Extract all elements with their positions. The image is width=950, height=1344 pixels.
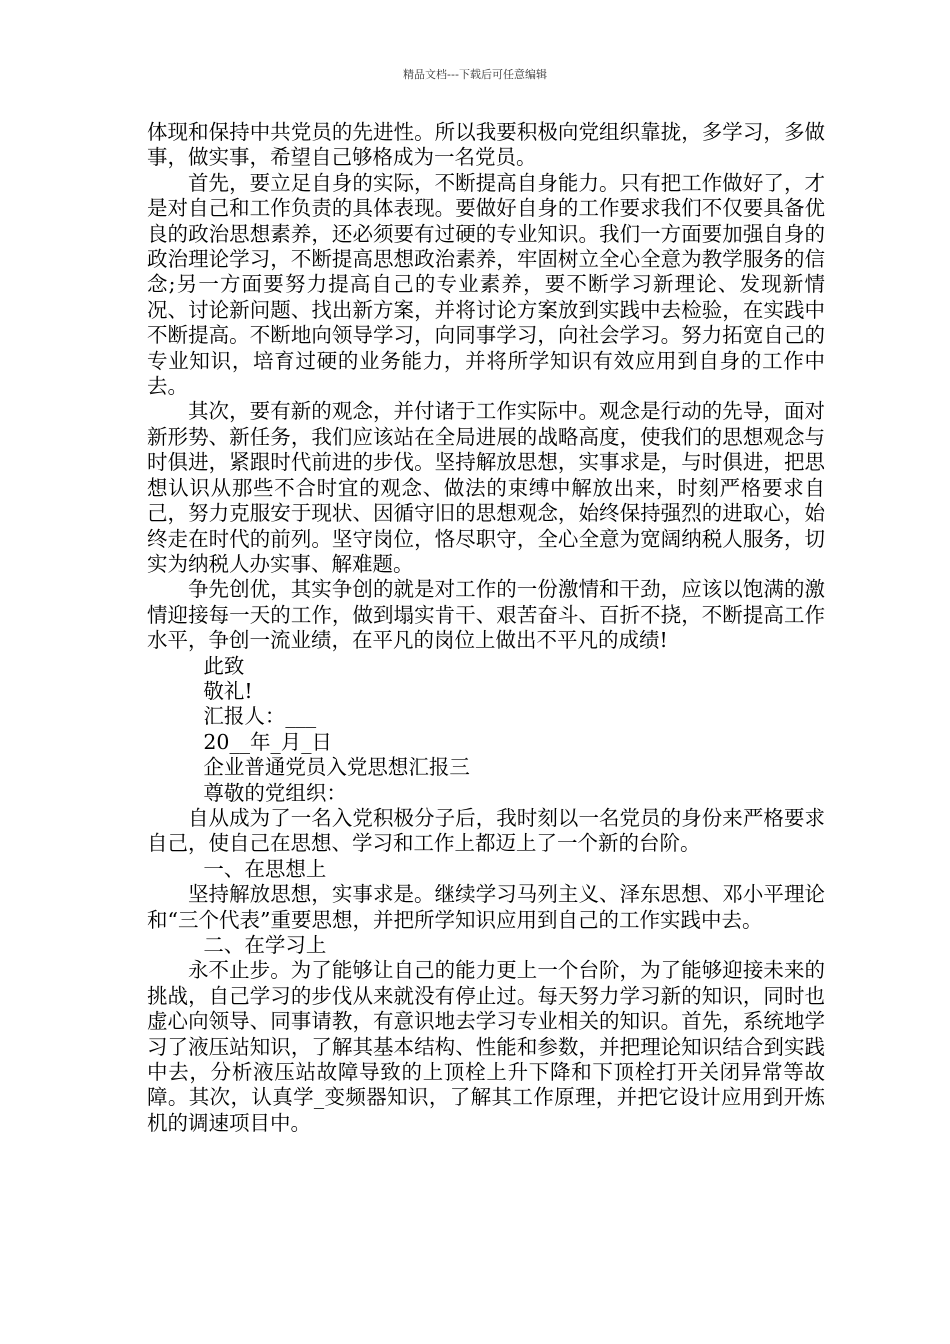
page-header: 精品文档---下载后可任意编辑 <box>403 68 547 81</box>
paragraph-strive-excellence: 争先创优，其实争创的就是对工作的一份激情和干劲，应该以饱满的激情迎接每一天的工作，做到塌实肯干、艰苦奋斗、百折不挠，不断提高工作水平，争创一流业绩，在平凡的岗位上做出不平凡的成绩! <box>147 577 825 653</box>
document-body <box>147 120 825 1136</box>
closing-respect: 敬礼! <box>203 678 253 703</box>
greeting: 尊敬的党组织： <box>203 780 347 805</box>
heading-study: 二、在学习上 <box>203 933 327 957</box>
reporter-line: 汇报人：___ <box>203 704 317 729</box>
paragraph-study: 永不止步。为了能够让自己的能力更上一个台阶，为了能够迎接未来的挑战，自己学习的步伐从来就没有停止过。每天努力学习新的知识，同时也虚心向领导、同事请教，有意识地去学习专业相关的知识。首先，系统地学习了液压站知识，了解其基本结构、性能和参数，并把理论知识结合到实践中去，分析液压站故障导致的上顶栓上升下降和下顶栓打开关闭异常等故障。其次，认真学_变频器知识，了解其工作原理，并把它设计应用到开炼机的调速项目中。 <box>147 958 825 1135</box>
closing-salutation: 此致 <box>203 653 245 678</box>
paragraph-self-ability: 首先，要立足自身的实际，不断提高自身能力。只有把工作做好了，才是对自己和工作负责的具体表现。要做好自身的工作要求我们不仅要具备优良的政治思想素养，还必须要有过硬的专业知识。我们一方面要加强自身的政治理论学习，不断提高思想政治素养，牢固树立全心全意为教学服务的信念;另一方面要努力提高自己的专业素养，要不断学习新理论、发现新情况、讨论新问题、找出新方案，并将讨论方案放到实践中去检验，在实践中不断提高。不断地向领导学习，向同事学习，向社会学习。努力拓宽自己的专业知识，培育过硬的业务能力，并将所学知识有效应用到自身的工作中去。 <box>147 170 825 399</box>
paragraph-thought: 坚持解放思想，实事求是。继续学习马列主义、泽东思想、邓小平理论和“三个代表”重要思想，并把所学知识应用到自己的工作实践中去。 <box>147 882 825 932</box>
paragraph-continuation: 体现和保持中共党员的先进性。所以我要积极向党组织靠拢，多学习，多做事，做实事，希望自己够格成为一名党员。 <box>147 120 825 170</box>
paragraph-new-concepts: 其次，要有新的观念，并付诸于工作实际中。观念是行动的先导，面对新形势、新任务，我们应该站在全局进展的战略高度，使我们的思想观念与时俱进，紧跟时代前进的步伐。坚持解放思想，实事求是，与时俱进，把思想认识从那些不合时宜的观念、做法的束缚中解放出来，时刻严格要求自己，努力克服安于现状、因循守旧的思想观念，始终保持强烈的进取心，始终走在时代的前列。坚守岗位，恪尽职守，全心全意为宽阔纳税人服务，切实为纳税人办实事、解难题。 <box>147 399 825 576</box>
heading-thought: 一、在思想上 <box>203 856 327 881</box>
paragraph-intro: 自从成为了一名入党积极分子后，我时刻以一名党员的身份来严格要求自己，使自己在思想、学习和工作上都迈上了一个新的台阶。 <box>147 805 825 856</box>
date-line: 20__年_月_日 <box>203 729 332 754</box>
section-title: 企业普通党员入党思想汇报三 <box>203 755 470 780</box>
